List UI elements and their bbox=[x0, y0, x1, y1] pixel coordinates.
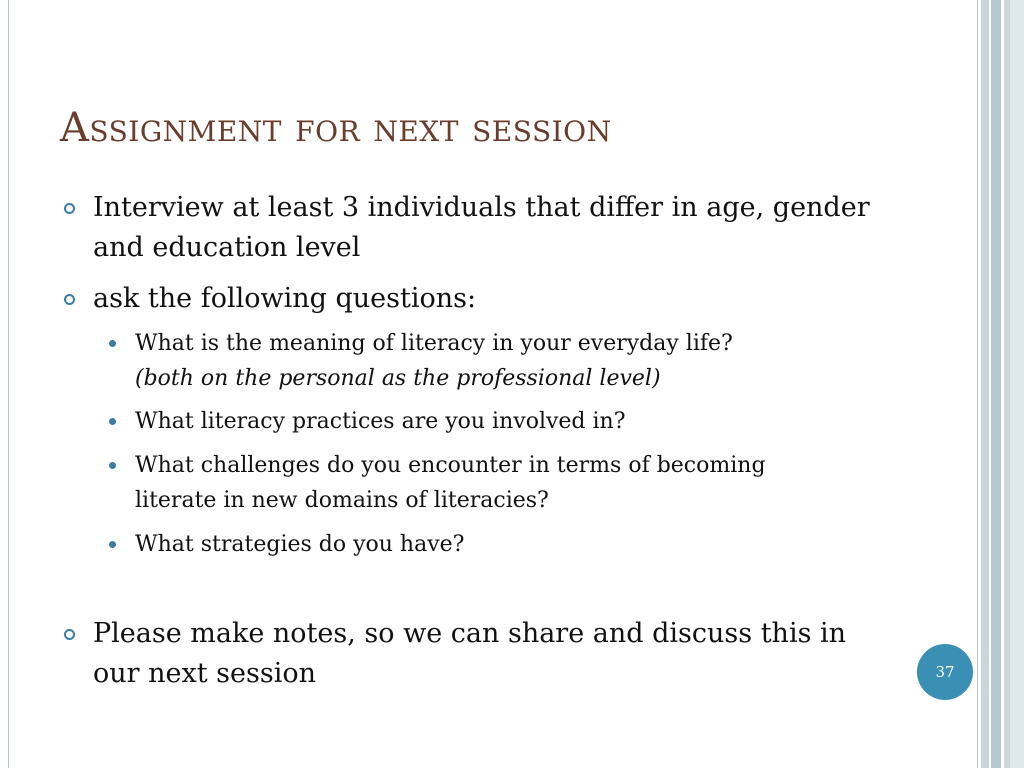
slide-title: Assignment for next session bbox=[60, 105, 612, 151]
sub-bullet-text: What challenges do you encounter in terms of becoming literate in new domains of literacies? bbox=[135, 453, 766, 513]
sub-bullet-text: What literacy practices are you involved in? bbox=[135, 409, 626, 434]
dot-bullet-icon bbox=[109, 340, 116, 347]
dot-bullet-icon bbox=[109, 418, 116, 425]
sub-bullet-item bbox=[135, 448, 795, 518]
bullet-item bbox=[93, 188, 893, 268]
page-number-badge: 37 bbox=[917, 644, 973, 700]
sub-bullet-item bbox=[135, 404, 895, 439]
dot-bullet-icon bbox=[109, 541, 116, 548]
bullet-item bbox=[93, 614, 873, 694]
sub-bullet-item bbox=[135, 326, 895, 396]
bullet-text: ask the following questions: bbox=[93, 283, 477, 314]
decor-stripe bbox=[991, 0, 1001, 768]
bullet-text: Please make notes, so we can share and discuss this in our next session bbox=[93, 618, 847, 689]
sub-bullet-text: What is the meaning of literacy in your everyday life? bbox=[135, 331, 733, 356]
sub-bullet-text: What strategies do you have? bbox=[135, 532, 465, 557]
bullet-text: Interview at least 3 individuals that differ in age, gender and education level bbox=[93, 192, 870, 263]
sub-bullet-item bbox=[135, 527, 895, 562]
circle-bullet-icon bbox=[64, 294, 75, 305]
decor-stripe bbox=[1010, 0, 1024, 768]
bullet-item bbox=[93, 279, 893, 319]
circle-bullet-icon bbox=[64, 203, 75, 214]
dot-bullet-icon bbox=[109, 462, 116, 469]
circle-bullet-icon bbox=[64, 629, 75, 640]
decor-stripe bbox=[981, 0, 989, 768]
sub-bullet-note: (both on the personal as the professional level) bbox=[135, 366, 661, 391]
